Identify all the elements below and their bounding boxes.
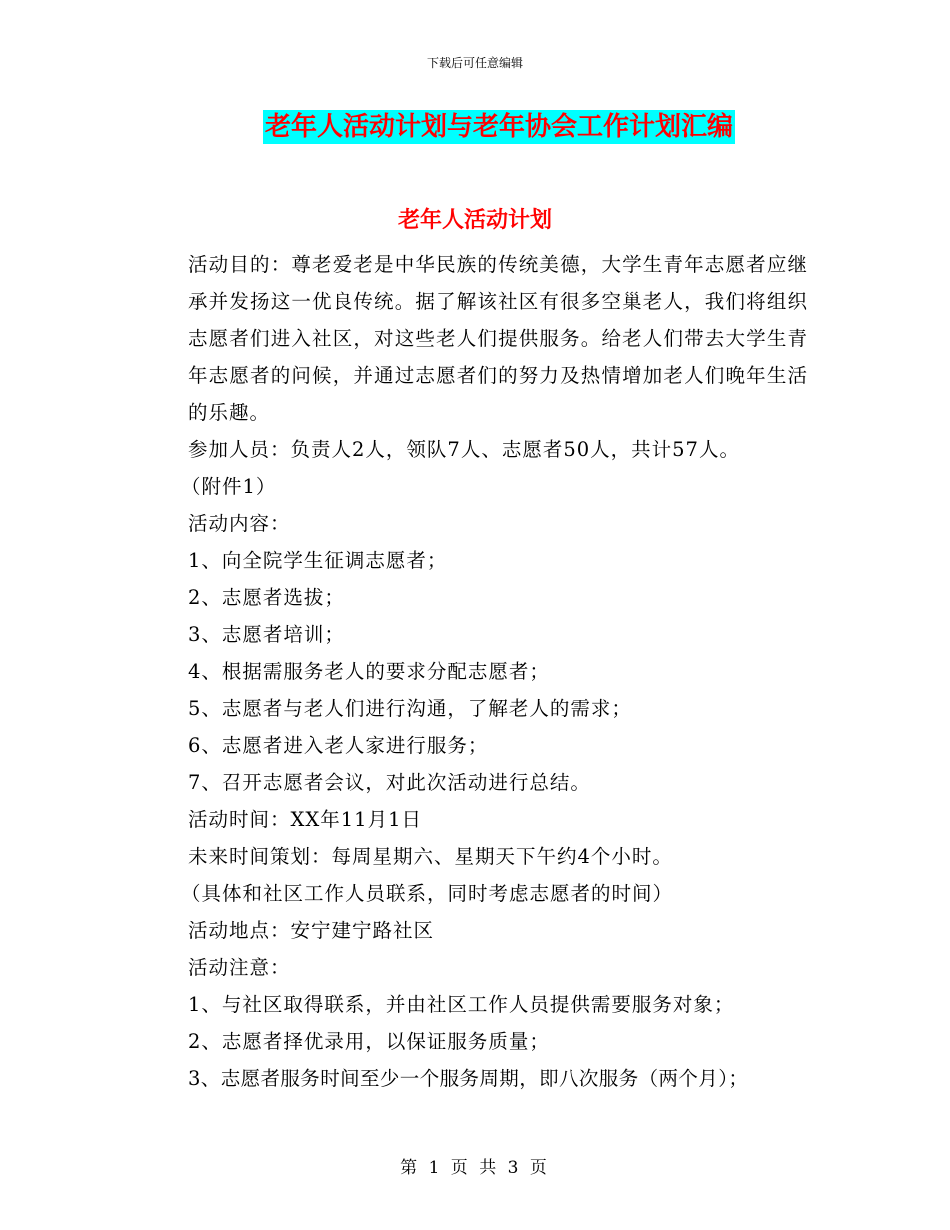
paragraph-activity-time: 活动时间：XX年11月1日 xyxy=(188,808,422,831)
main-title-container xyxy=(0,110,950,144)
document-main-title: 老年人活动计划与老年协会工作计划汇编 xyxy=(264,112,733,142)
list-item: 6、志愿者进入老人家进行服务； xyxy=(188,734,489,757)
list-item: 1、向全院学生征调志愿者； xyxy=(188,549,448,572)
list-item: 7、召开志愿者会议，对此次活动进行总结。 xyxy=(188,771,591,794)
paragraph-notes-heading: 活动注意： xyxy=(188,956,291,979)
document-body xyxy=(143,246,808,1097)
paragraph-attachment: （附件1） xyxy=(181,475,277,498)
page-number-footer: 第 1 页 共 3 页 xyxy=(400,1158,550,1178)
list-item: 5、志愿者与老人们进行沟通，了解老人的需求； xyxy=(188,697,632,720)
paragraph-content-heading: 活动内容： xyxy=(188,512,291,535)
paragraph-participants: 参加人员：负责人2人，领队7人、志愿者50人，共计57人。 xyxy=(188,438,740,461)
paragraph-contact-note: （具体和社区工作人员联系，同时考虑志愿者的时间） xyxy=(181,882,674,905)
page-header-note: 下载后可任意编辑 xyxy=(426,56,523,70)
paragraph-location: 活动地点：安宁建宁路社区 xyxy=(188,919,435,942)
paragraph-purpose: 活动目的：尊老爱老是中华民族的传统美德，大学生青年志愿者应继承并发扬这一优良传统。据了解该社区有很多空巢老人，我们将组织志愿者们进入社区，对这些老人们提供服务。给老人们带去大学生青年志愿者的问候，并通过志愿者们的努力及热情增加老人们晚年生活的乐趣。 xyxy=(188,253,808,424)
section-title: 老年人活动计划 xyxy=(397,208,552,233)
paragraph-future-plan: 未来时间策划：每周星期六、星期天下午约4个小时。 xyxy=(188,845,673,868)
list-item: 2、志愿者择优录用，以保证服务质量； xyxy=(188,1030,550,1053)
list-item: 3、志愿者服务时间至少一个服务周期，即八次服务（两个月）； xyxy=(188,1067,749,1090)
list-item: 4、根据需服务老人的要求分配志愿者； xyxy=(188,660,550,683)
list-item: 2、志愿者选拔； xyxy=(188,586,345,609)
list-item: 1、与社区取得联系，并由社区工作人员提供需要服务对象； xyxy=(188,993,735,1016)
list-item: 3、志愿者培训； xyxy=(188,623,345,646)
